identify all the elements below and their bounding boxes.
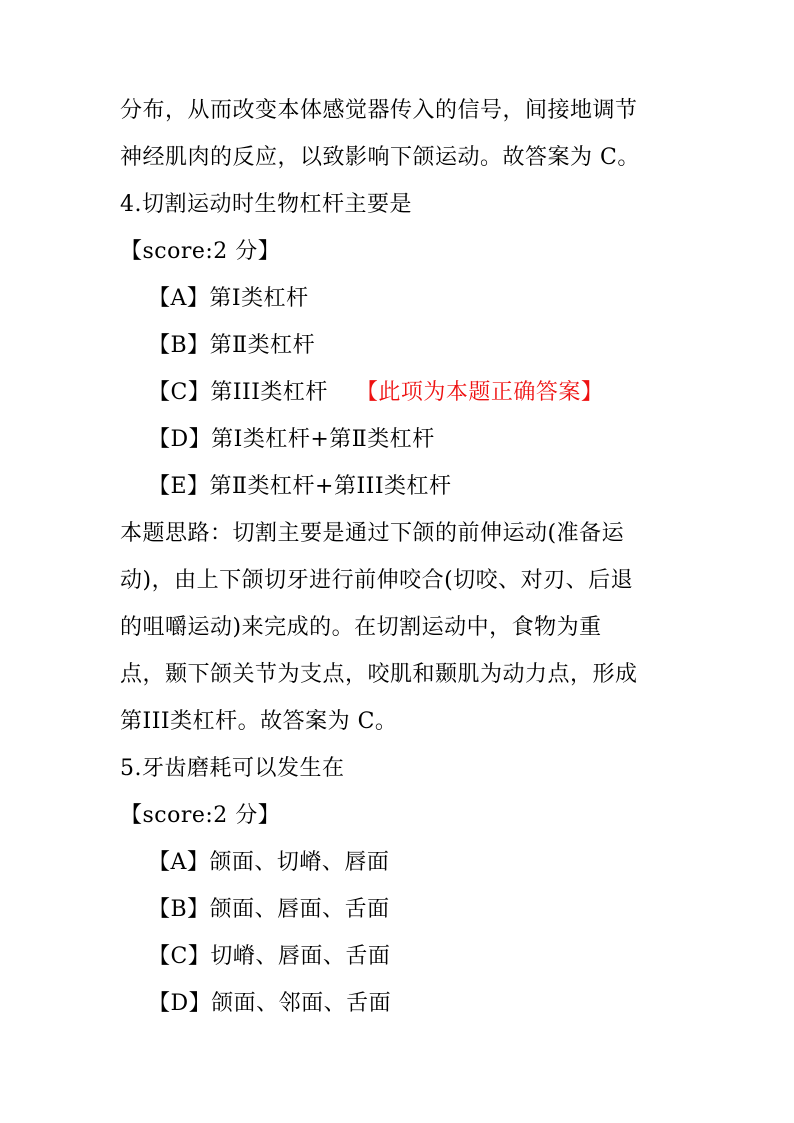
question-stem: 5.牙齿磨耗可以发生在 (120, 756, 345, 781)
option-b: 【B】颌面、唇面、舌面 (148, 897, 390, 922)
option-c: 【C】切嵴、唇面、舌面 (148, 944, 391, 969)
option-a: 【A】第Ⅰ类杠杆 (148, 286, 309, 311)
text-line: 分布，从而改变本体感觉器传入的信号，间接地调节 (120, 98, 638, 123)
option-c-row (148, 373, 603, 413)
explanation-line: 动)，由上下颌切牙进行前伸咬合(切咬、对刃、后退 (120, 568, 634, 593)
question-score: 【score:2 分】 (120, 239, 281, 264)
option-e: 【E】第Ⅱ类杠杆+第III类杠杆 (148, 474, 452, 499)
explanation-line: 本题思路：切割主要是通过下颌的前伸运动(准备运 (120, 521, 625, 546)
option-c: 【C】第III类杠杆 (148, 380, 328, 405)
explanation-line: 的咀嚼运动)来完成的。在切割运动中，食物为重 (120, 615, 602, 640)
explanation-line: 点，颞下颌关节为支点，咬肌和颞肌为动力点，形成 (120, 662, 638, 687)
question-stem: 4.切割运动时生物杠杆主要是 (120, 192, 412, 217)
option-a: 【A】颌面、切嵴、唇面 (148, 850, 390, 875)
option-b: 【B】第Ⅱ类杠杆 (148, 333, 316, 358)
correct-answer-marker: 【此项为本题正确答案】 (355, 380, 604, 405)
option-d: 【D】颌面、邻面、舌面 (148, 991, 392, 1016)
question-score: 【score:2 分】 (120, 803, 281, 828)
explanation-line: 第III类杠杆。故答案为 C。 (120, 709, 398, 734)
option-d: 【D】第Ⅰ类杠杆+第Ⅱ类杠杆 (148, 427, 435, 452)
text-line: 神经肌肉的反应，以致影响下颌运动。故答案为 C。 (120, 145, 640, 170)
